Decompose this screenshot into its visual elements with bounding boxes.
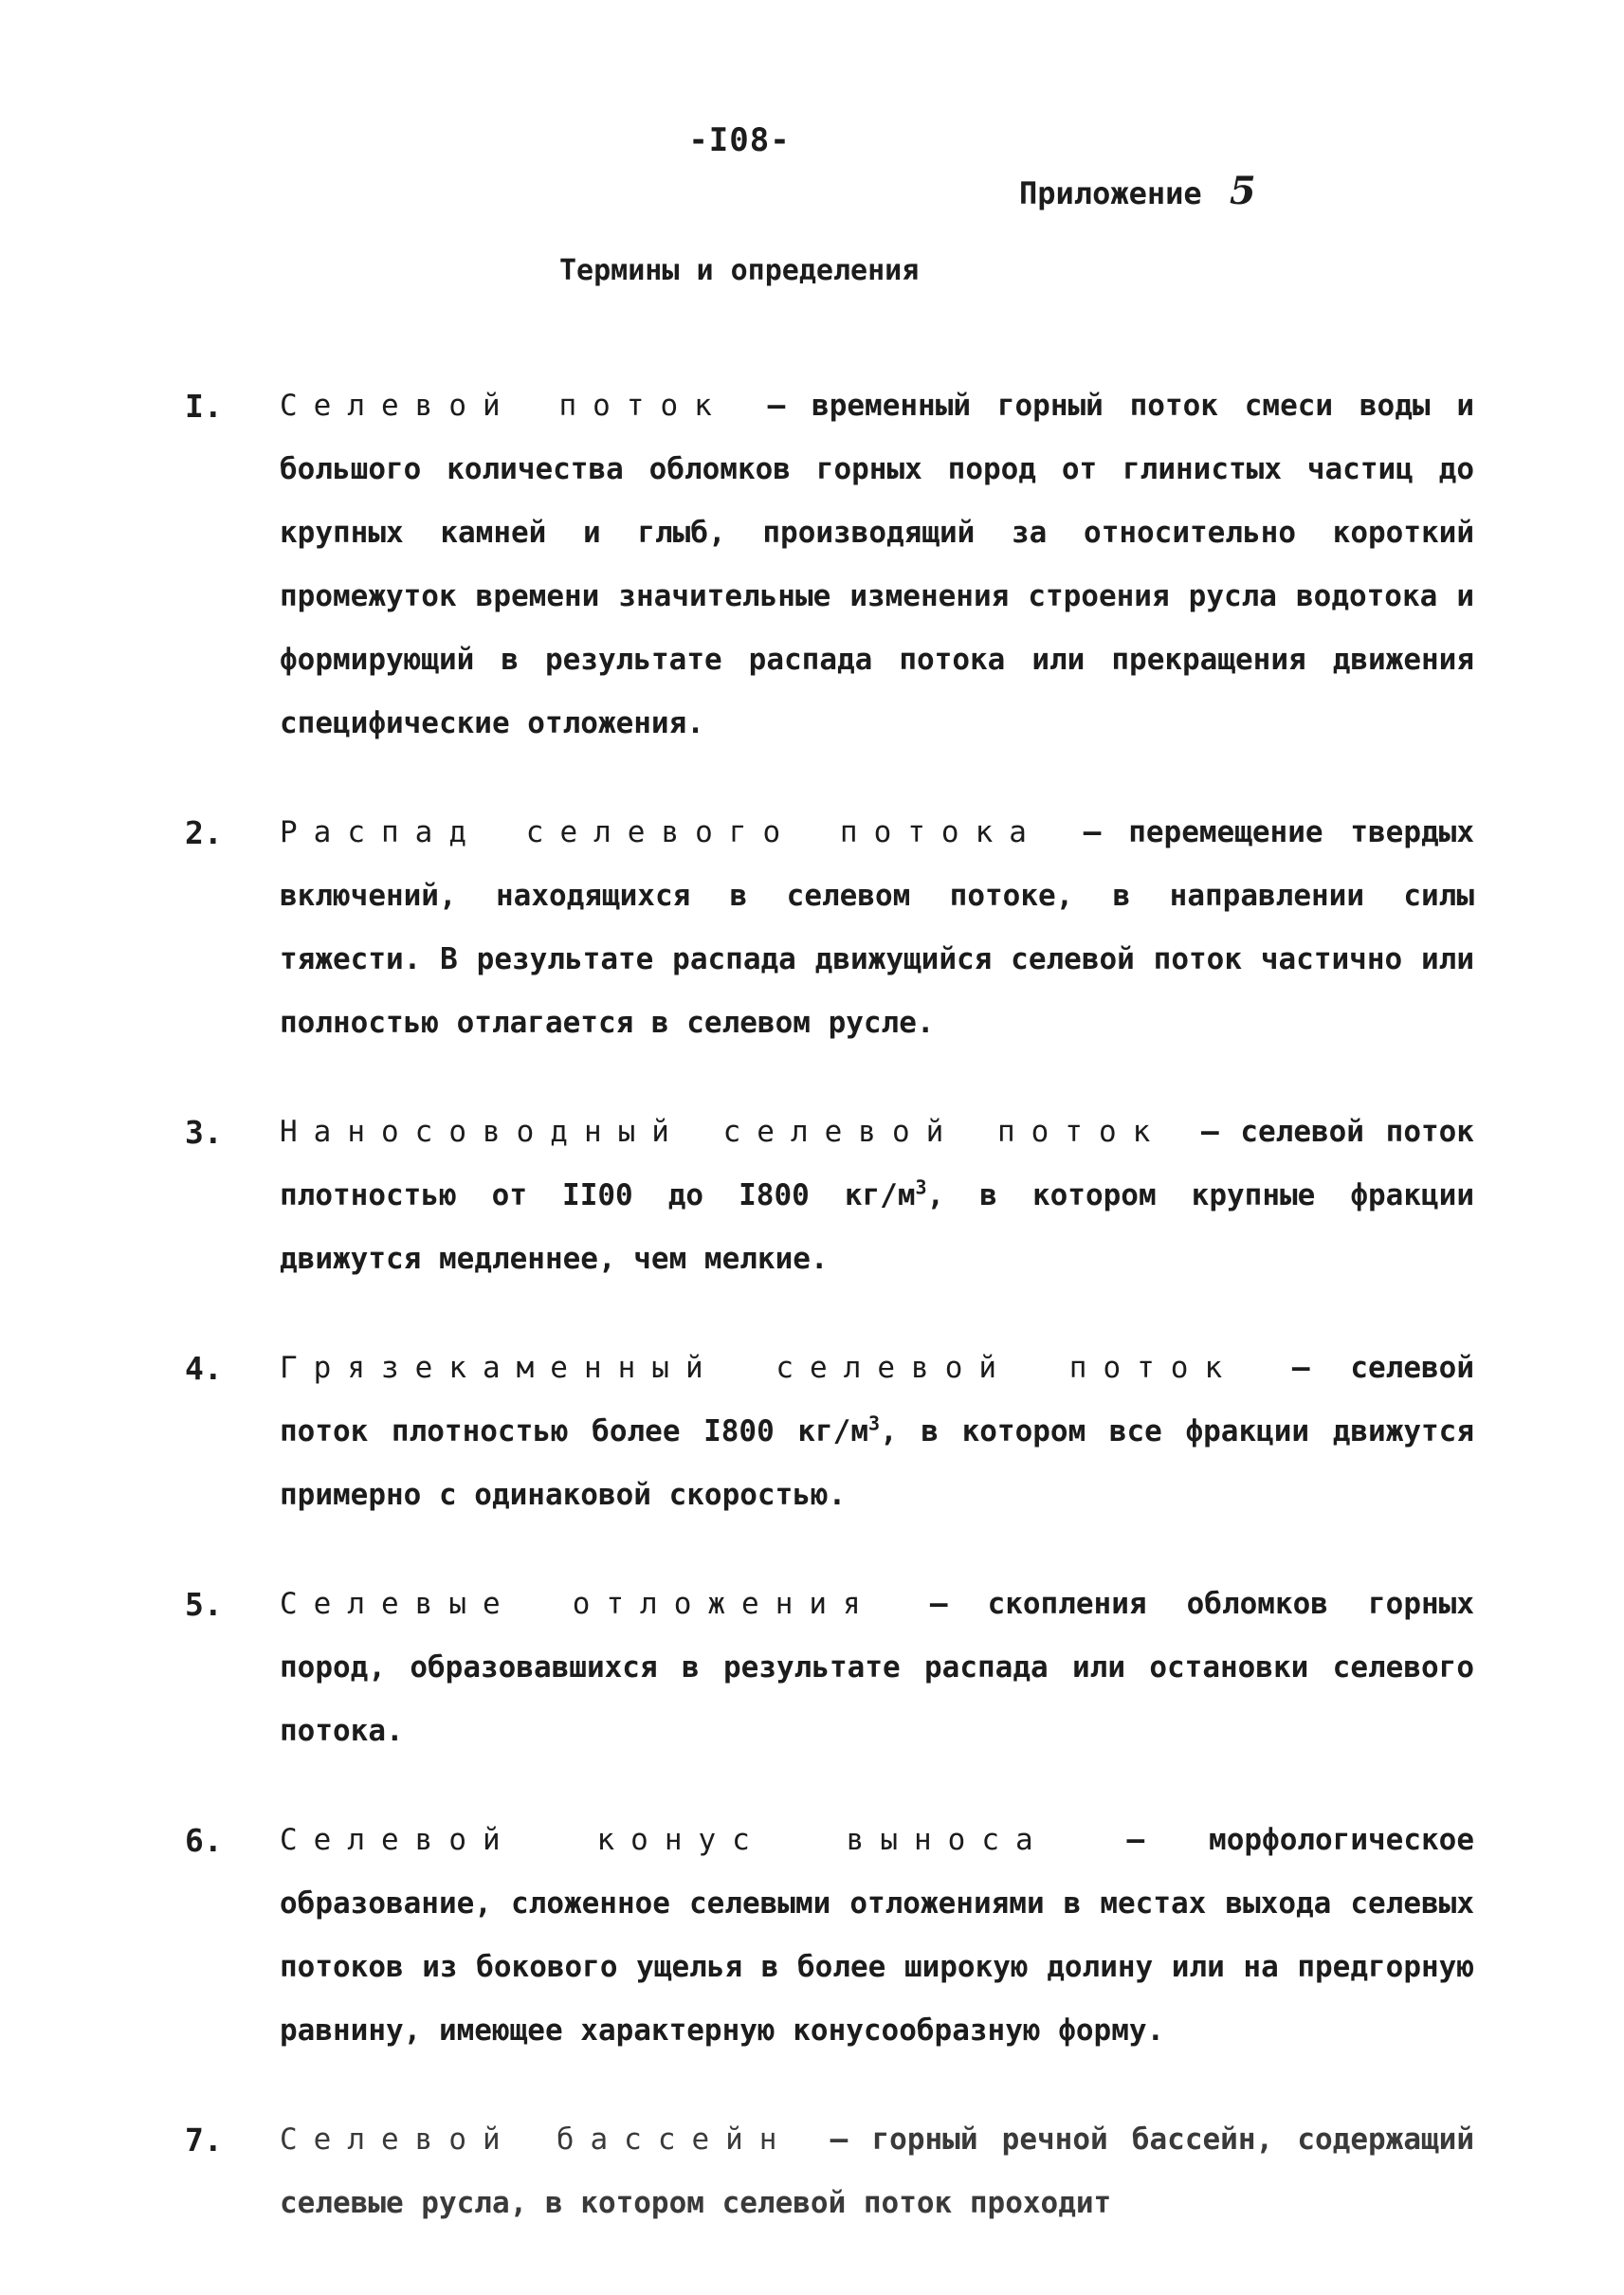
term-body bbox=[280, 801, 1474, 1055]
page-number: -I08- bbox=[688, 121, 791, 159]
appendix-number: 5 bbox=[1229, 169, 1256, 213]
term-item bbox=[185, 1573, 1474, 1763]
term-name: Селевой поток bbox=[280, 389, 728, 423]
term-definition: – временный горный поток смеси воды и большого количества обломков горных пород от глинистых частиц до крупных камней и глыб, производящий за относительно короткий промежуток времени значительные изменения строения русла водотока и формирующий в результате распада потока или прекращения движения специфические отложения. bbox=[280, 389, 1474, 740]
term-body bbox=[280, 1337, 1474, 1527]
term-number: 3. bbox=[185, 1114, 223, 1151]
term-definition: – горный речной бассейн, содержащий селевые русла, в котором селевой поток проходит bbox=[280, 2122, 1474, 2220]
term-name: Селевые отложения bbox=[280, 1587, 877, 1621]
superscript-cubed: 3 bbox=[868, 1412, 881, 1435]
term-definition: – морфологическое образование, сложенное селевыми отложениями в местах выхода селевых потоков из бокового ущелья в более широкую долину или на предгорную равнину, имеющее характерную конусообразную форму. bbox=[280, 1823, 1474, 2048]
term-body bbox=[280, 374, 1474, 756]
appendix-heading bbox=[1019, 169, 1256, 213]
term-number: 6. bbox=[185, 1822, 223, 1859]
document-title: Термины и определения bbox=[559, 254, 920, 287]
term-body bbox=[280, 2108, 1474, 2235]
terms-list bbox=[185, 374, 1474, 2281]
term-name: Грязекаменный селевой поток bbox=[280, 1351, 1239, 1385]
term-name: Распад селевого потока bbox=[280, 815, 1043, 849]
term-number: I. bbox=[185, 388, 223, 425]
term-body bbox=[280, 1809, 1474, 2063]
term-definition-start: – селевой поток плотностью от II00 до I800 кг/м bbox=[280, 1115, 1474, 1212]
term-item bbox=[185, 1337, 1474, 1527]
term-name: Селевой конус выноса bbox=[280, 1823, 1049, 1857]
superscript-cubed: 3 bbox=[915, 1175, 927, 1199]
term-item bbox=[185, 2108, 1474, 2235]
term-item bbox=[185, 801, 1474, 1055]
term-definition-start: – селевой поток плотностью более I800 кг/м bbox=[280, 1351, 1474, 1448]
term-number: 2. bbox=[185, 814, 223, 851]
term-definition-end: , в котором все фракции движутся примерно с одинаковой скоростью. bbox=[280, 1414, 1475, 1512]
term-definition-end: , в котором крупные фракции движутся медленнее, чем мелкие. bbox=[280, 1178, 1474, 1276]
term-body bbox=[280, 1101, 1474, 1291]
term-definition: – перемещение твердых включений, находящихся в селевом потоке, в направлении силы тяжести. В результате распада движущийся селевой поток частично или полностью отлагается в селевом русле. bbox=[280, 815, 1474, 1040]
term-number: 4. bbox=[185, 1350, 223, 1387]
term-number: 7. bbox=[185, 2122, 223, 2158]
term-name: Селевой бассейн bbox=[280, 2122, 794, 2157]
term-item bbox=[185, 1809, 1474, 2063]
term-body bbox=[280, 1573, 1474, 1763]
term-name: Наносоводный селевой поток bbox=[280, 1115, 1167, 1149]
term-item bbox=[185, 374, 1474, 756]
term-item bbox=[185, 1101, 1474, 1291]
appendix-label: Приложение bbox=[1019, 175, 1202, 211]
term-number: 5. bbox=[185, 1586, 223, 1623]
term-definition: – скопления обломков горных пород, образовавшихся в результате распада или остановки селевого потока. bbox=[280, 1587, 1475, 1748]
